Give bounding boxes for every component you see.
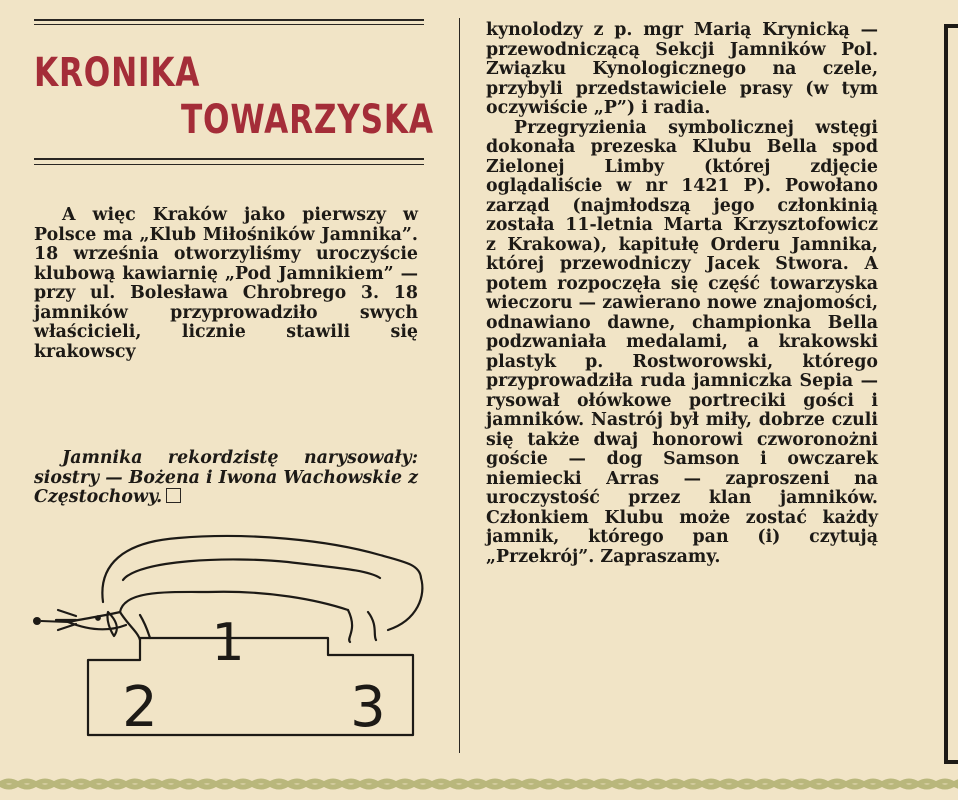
dog-back-leg — [348, 610, 376, 642]
caption-text: Jamnika rekordzistę narysowały: siostry — Bożena i Iwona Wachowskie z Częstochowy. — [34, 448, 418, 507]
dog-belly — [120, 592, 348, 612]
dachshund-podium-illustration — [28, 520, 433, 745]
end-mark-icon — [166, 488, 181, 503]
podium-number-2: 2 — [122, 675, 158, 740]
column-divider — [459, 18, 460, 753]
headline-rule-top-2 — [34, 24, 424, 25]
article-intro-text: A więc Kraków jako pierwszy w Polsce ma „Klub Miłośników Jamnika”. 18 września otworzyliśmy uroczyście klubową kawiarnię „Pod Jamnikiem” — przy ul. Bolesława Chrobrego 3. 18 jamników przyprowadziło swych właścicieli, licznie stawili się krakowscy — [34, 205, 418, 362]
dog-whiskers — [56, 610, 76, 630]
dog-back-inner — [123, 559, 380, 580]
paragraph-2: Przegryzienia symbolicznej wstęgi dokonała prezeska Klubu Bella spod Zielonej Limby (której zdjęcie oglądaliście w nr 1421 P). Powołano zarząd (najmłodszą jego członkinią została 11-letnia Marta Krzysztofowicz z Krakowa), kapitułę Orderu Jamnika, której przewodniczy Jacek Stwora. A potem rozpoczęła się część towarzyska wieczoru — zawierano nowe znajomości, odnawiano dawne, championka Bella podzwaniała medalami, a krakowski plastyk p. Rostworowski, którego przyprowadziła ruda jamniczka Sepia — rysował ołówkowe portreciki gości i jamników. Nastrój był miły, dobrze czuli się także dwaj honorowi czworonożni goście — dog Samson i owczarek niemiecki Arras — zaproszeni na uroczystość przez klan jamników. Członkiem Klubu może zostać każdy jamnik, którego pan (i) czytują „Przekrój”. Zapraszamy. — [486, 117, 878, 567]
dog-ear — [107, 612, 116, 636]
headline-rule-bottom-1 — [34, 158, 424, 160]
headline-line-1: KRONIKA — [34, 50, 201, 96]
headline-rule-bottom-2 — [34, 164, 424, 165]
podium-number-3: 3 — [350, 675, 386, 740]
decorative-wave-border — [0, 770, 958, 800]
headline-rule-top-1 — [34, 19, 424, 21]
dog-tail — [388, 578, 422, 630]
adjacent-article-frame — [944, 24, 958, 764]
headline-line-2: TOWARZYSKA — [181, 97, 434, 143]
dog-body — [102, 536, 421, 602]
illustration-caption — [34, 449, 418, 508]
article-continuation — [486, 21, 878, 567]
podium-number-1: 1 — [211, 613, 245, 673]
dog-nose — [33, 617, 41, 625]
dog-eye — [96, 616, 100, 620]
paragraph-1: kynolodzy z p. mgr Marią Krynicką — przewodniczącą Sekcji Jamników Pol. Związku Kynologicznego na czele, przybyli przedstawiciele prasy (w tym oczywiście „P”) i radia. — [486, 20, 878, 118]
